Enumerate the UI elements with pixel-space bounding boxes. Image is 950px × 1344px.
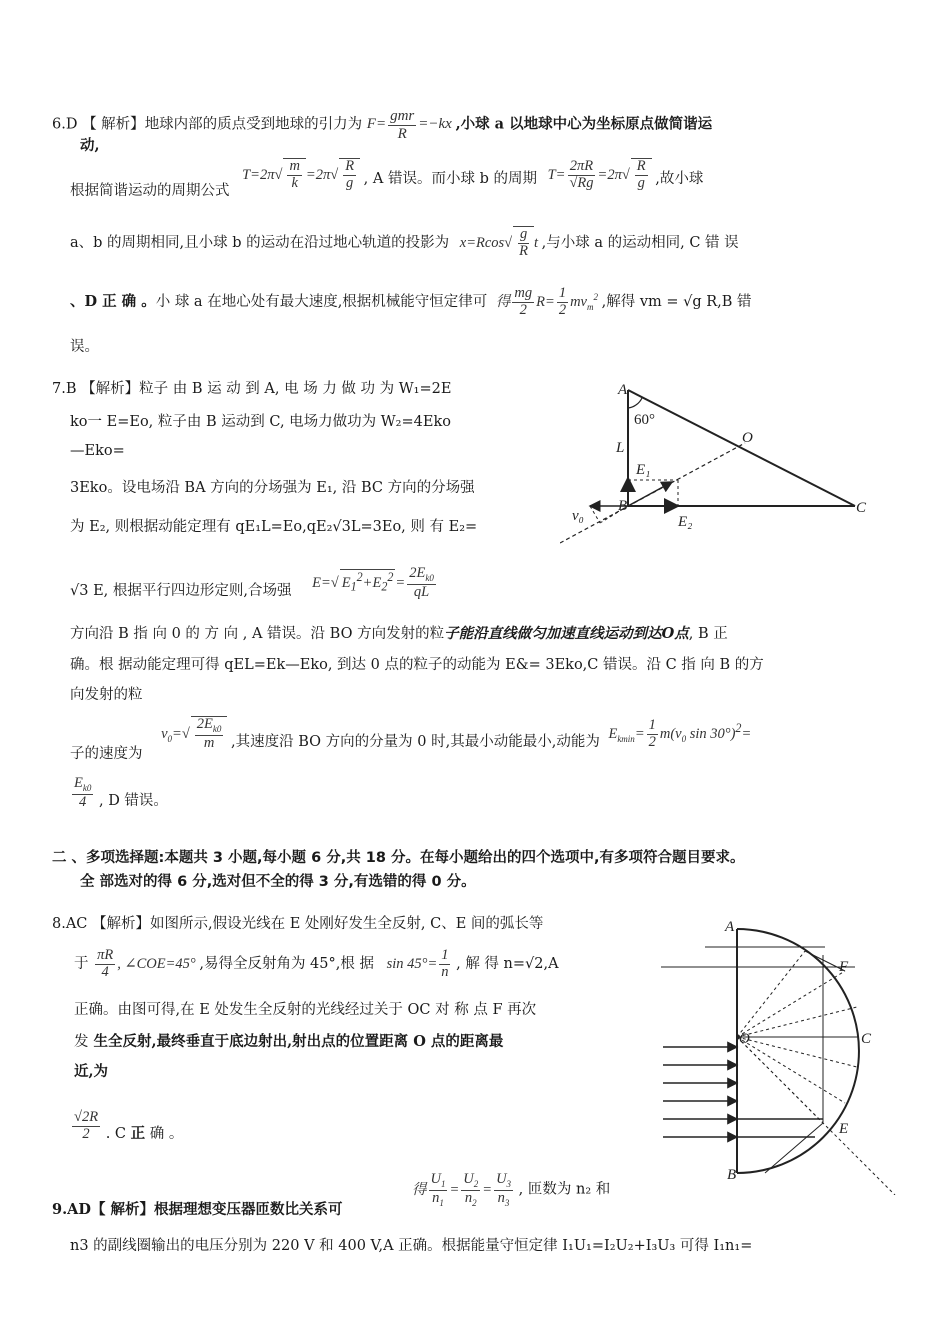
label-A: A	[725, 919, 735, 935]
q7-line1-text: 粒子 由 B 运 动 到 A, 电 场 力 做 功 为 W₁=2E	[139, 381, 452, 397]
q7-line7	[70, 622, 728, 643]
label-v0: v₀	[572, 508, 584, 524]
section2-line1: 二 、多项选择题:本题共 3 小题,每小题 6 分,共 18 分。在每小题给出的四个选项中,有多项符合题目要求。	[52, 850, 745, 866]
q8-line2	[74, 948, 559, 981]
q7-number: 7.B	[52, 381, 77, 397]
label-B: B	[727, 1167, 737, 1183]
label-A: A	[618, 382, 628, 398]
angle-arc	[628, 398, 642, 408]
label-60deg: 60°	[634, 412, 655, 428]
q8-formula-distance: $\frac{√2R}{2}$	[74, 1109, 99, 1142]
q8-line2-mid: ,易得全反射角为 45°,根 据	[199, 955, 374, 972]
label-E: E	[839, 1121, 849, 1137]
q8-line4-bold: 生全反射,最终垂直于底边射出,射出点的位置距离 O 点的距离最	[88, 1033, 504, 1050]
q7-line7-text: 方向沿 B 指 向 0 的 方 向 , A 错误。沿 BO 方向发射的粒	[70, 626, 445, 642]
label-L: L	[616, 440, 625, 456]
q6-line2	[70, 158, 704, 199]
label-E2: E₂	[678, 514, 693, 530]
q9-line1	[52, 1198, 343, 1219]
q8-tag: 【解析】	[92, 916, 151, 932]
q6-line2-text: 根据简谐运动的周期公式	[70, 182, 230, 199]
q8-line2-pre: 于	[74, 955, 89, 972]
q9-formula-ratio: 得 $\frac{U_1}{n_1}$ = $\frac{U_2}{n_2}$ = $\frac{U_3}{n_3}$	[412, 1171, 512, 1208]
q6-line4-bold: 、D 正 确 。	[70, 292, 156, 310]
line-AC	[628, 390, 855, 506]
q6-formula-period-b: T= $\frac{2\pi R}{√Rg}$ =2π√ $\frac{R}{g}$	[548, 167, 656, 183]
q6-formula-force: F= $\frac{\text{gmr}}{R}$ =−kx	[366, 108, 456, 142]
q8-line3: 正确。由图可得,在 E 处发生全反射的光线经过关于 OC 对 称 点 F 再次	[74, 1002, 537, 1018]
label-C: C	[856, 500, 867, 516]
q8-line6-bold: 正	[130, 1124, 146, 1142]
arrow-E	[628, 482, 672, 506]
q8-line4-pre: 发	[74, 1034, 89, 1050]
q6-line3-text: a、b 的周期相同,且小球 b 的运动在沿过地心轨道的投影为	[70, 234, 450, 251]
q9-tag: 【 解析】根据理想变压器匝数比关系可	[90, 1201, 343, 1218]
q8-semicircle-diagram	[655, 915, 905, 1195]
q7-formula-field: E=√ $E_1^2+E_2^2$ = $\frac{2E_{k0}}{qL}$	[312, 565, 434, 600]
q8-number: 8.AC	[52, 916, 88, 932]
q7-line9: 向发射的粒	[70, 687, 143, 703]
q6-number: 6.D	[52, 116, 78, 133]
q6-line1-bold: ,小球 a 以地球中心为坐标原点做简谐运	[455, 115, 713, 133]
q7-line10-mid: ,其速度沿 BO 方向的分量为 0 时,其最小动能最小,动能为	[231, 733, 600, 750]
q7-line2: ko一 E=Eo, 粒子由 B 运动到 C, 电场力做功为 W₂=4Eko	[70, 414, 451, 430]
q7-line5: 为 E₂, 则根据动能定理有 qE₁L=Eo,qE₂√3L=3Eo, 则 有 E₂=	[70, 519, 478, 535]
q9-number: 9.AD	[52, 1201, 91, 1218]
q7-line10-text: 子的速度为	[70, 745, 143, 762]
q8-formula-snell: sin 45°= $\frac{1}{n}$	[386, 947, 449, 980]
q6-formula-projection: x=Rcos√ $\frac{g}{R}$ t	[459, 226, 542, 259]
q8-line1-text: 如图所示,假设光线在 E 处刚好发生全反射, C、E 间的弧长等	[150, 916, 544, 932]
q8-line6-end: . C	[105, 1125, 131, 1142]
label-B: B	[618, 498, 628, 514]
q7-line11-end: , D 错误。	[98, 792, 168, 809]
q7-line6	[70, 566, 438, 601]
q8-line5: 近,为	[74, 1063, 109, 1080]
label-O: O	[739, 1031, 750, 1047]
q8-line4	[74, 1030, 503, 1051]
q8-line6-end2: 确 。	[145, 1125, 184, 1142]
label-C: C	[861, 1031, 872, 1047]
q8-line6	[70, 1110, 183, 1143]
label-E1: E₁	[636, 462, 651, 478]
q8-formula-arc: $\frac{\pi R}{4}$ , ∠COE=45°	[97, 947, 200, 980]
q6-line2-mid: , A 错误。而小球 b 的周期	[363, 170, 537, 187]
q9-formula-row	[412, 1172, 610, 1209]
q7-line7-bold: 子能沿直线做匀加速直线运动到达O点	[444, 625, 689, 642]
section2-line2: 全 部选对的得 6 分,选对但不全的得 3 分,有选错的得 0 分。	[80, 874, 476, 890]
q7-line7-end: , B 正	[688, 626, 728, 642]
q6-line1-text: 地球内部的质点受到地球的引力为	[144, 116, 363, 133]
q6-line4	[70, 286, 752, 319]
q6-tag: 【 解析】	[82, 116, 145, 133]
q7-line3: —Eko=	[70, 443, 125, 459]
q7-triangle-diagram	[560, 378, 890, 558]
q6-line3	[70, 226, 739, 260]
q7-formula-velocity: $v_0=√$ $\frac{2E_{k0}}{m}$	[161, 726, 231, 742]
q7-line4: 3Eko。设电场沿 BA 方向的分场强为 E₁, 沿 BC 方向的分场强	[70, 480, 475, 496]
q7-tag: 【解析】	[81, 381, 140, 397]
q6-line1	[52, 108, 712, 142]
q6-formula-period: T=2π√ $\frac{m}{k}$ =2π√ $\frac{R}{g}$	[242, 167, 364, 183]
q6-line4-end: ,解得 vm = √g R,B 错	[601, 293, 752, 310]
q6-line2-end: ,故小球	[655, 170, 704, 187]
q8-line1	[52, 912, 543, 933]
q9-line1-end: , 匝数为 n₂ 和	[518, 1181, 611, 1198]
q8-line2-end: , 解 得 n=√2,A	[456, 955, 559, 972]
q7-line1	[52, 377, 451, 398]
q9-formula-pre: 得	[412, 1181, 427, 1198]
q9-line2: n3 的副线圈输出的电压分别为 220 V 和 400 V,A 正确。根据能量守恒定律 I₁U₁=I₂U₂+I₃U₃ 可得 I₁n₁=	[70, 1238, 753, 1254]
dash-v0-1	[590, 506, 600, 523]
label-O: O	[742, 430, 753, 446]
label-F: F	[839, 959, 849, 975]
q6-line3-end: ,与小球 a 的运动相同, C 错 误	[541, 234, 739, 251]
q7-line11	[70, 776, 168, 811]
q7-line6-text: √3 E, 根据平行四边形定则,合场强	[70, 582, 292, 599]
q6-line4-text: 小 球 a 在地心处有最大速度,根据机械能守恒定律可	[155, 293, 488, 310]
q7-line8: 确。根 据动能定理可得 qEL=Ek—Eko, 到达 0 点的粒子的动能为 E&= 3Eko,C 错误。沿 C 指 向 B 的方	[70, 657, 764, 673]
q7-formula-quarter: $\frac{E_{k0}}{4}$	[74, 775, 92, 810]
q7-formula-ekmin: $E_{kmin}=$ $\frac{1}{2}$ $m(v_0$ sin 30°)$^2$=	[608, 716, 752, 750]
q6-line5: 误。	[70, 339, 99, 355]
q6-formula-energy: 得 $\frac{mg}{2}$ R= $\frac{1}{2}$ $mv_m^2$	[495, 285, 598, 318]
q7-line10	[70, 716, 752, 762]
q6-line1b: 动,	[80, 137, 100, 154]
